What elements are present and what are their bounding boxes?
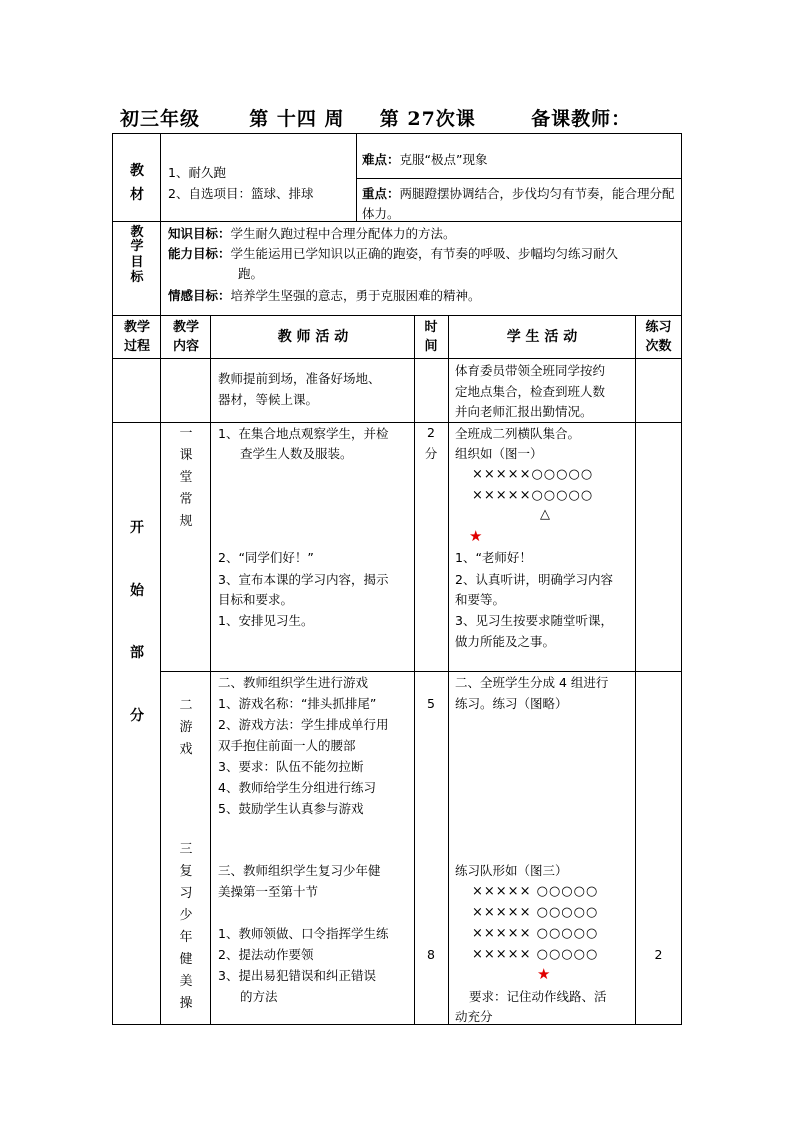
goals-label-4: 标: [130, 270, 144, 285]
routine-teacher-3b: 目标和要求。: [218, 592, 294, 607]
review-student-3: 动充分: [455, 1009, 493, 1024]
formation-row-2: ×××××○○○○○: [472, 488, 594, 503]
formation-row-1: ×××××○○○○○: [472, 467, 594, 482]
key-point-text: 重点：两腿蹬摆协调结合，步伐均匀有节奏，能合理分配体力。: [362, 186, 675, 221]
review-count: 2: [654, 947, 663, 962]
star-icon: ★: [469, 527, 483, 545]
game-teacher-3a: 2、游戏方法：学生排成单行用: [218, 717, 389, 732]
goals-label-1: 教: [130, 225, 144, 240]
material-item-1: 1、耐久跑: [168, 165, 226, 180]
review-teacher-1b: 美操第一至第十节: [218, 884, 319, 899]
review-student-2: 要求：记住动作线路、活: [469, 989, 607, 1004]
prep-student-2: 定地点集合，检查到班人数: [455, 384, 606, 399]
review-formation-2: ××××× ○○○○○: [472, 905, 599, 920]
routine-teacher-4: 1、安排见习生。: [218, 613, 314, 628]
grade-label: 初三年级: [120, 108, 201, 130]
goals-label-3: 目: [130, 255, 144, 270]
review-time: 8: [427, 947, 435, 962]
prep-teacher-2: 器材，等候上课。: [218, 392, 319, 407]
emotion-goal: 情感目标：培养学生坚强的意志，勇于克服困难的精神。: [168, 288, 481, 303]
routine-teacher-1b: 查学生人数及服装。: [240, 446, 353, 461]
col-teacher-activity: 教 师 活 动: [277, 329, 349, 345]
routine-label: 一 课 堂 常 规: [179, 426, 193, 529]
game-label: 二 游 戏: [179, 698, 193, 757]
col-content: 教学 内容: [172, 320, 199, 354]
material-label-2: 材: [130, 187, 144, 203]
routine-teacher-1a: 1、在集合地点观察学生，并检: [218, 426, 389, 441]
page-title: [120, 104, 631, 131]
review-teacher-4a: 3、提出易犯错误和纠正错误: [218, 968, 376, 983]
game-teacher-2: 1、游戏名称：“排头抓排尾”: [218, 696, 377, 711]
routine-time-1: 2: [427, 425, 435, 440]
prep-student-1: 体育委员带领全班同学按约: [455, 363, 606, 378]
section-start-3: 部: [130, 645, 144, 661]
game-teacher-5: 4、教师给学生分组进行练习: [218, 780, 376, 795]
routine-teacher-2: 2、“同学们好！”: [218, 550, 314, 565]
col-time: 时 间: [424, 320, 438, 354]
game-teacher-4: 3、要求：队伍不能勿拉断: [218, 759, 364, 774]
routine-student-5: 和要等。: [455, 592, 506, 607]
section-start-1: 开: [130, 520, 144, 536]
routine-student-7: 做力所能及之事。: [455, 634, 556, 649]
routine-student-3: 1、“老师好！: [455, 550, 532, 565]
routine-student-6: 3、见习生按要求随堂听课，: [455, 613, 613, 628]
game-time: 5: [427, 696, 435, 711]
routine-student-4: 2、认真听讲，明确学习内容: [455, 572, 613, 587]
routine-teacher-3a: 3、宣布本课的学习内容，揭示: [218, 572, 389, 587]
section-start-4: 分: [130, 708, 144, 724]
review-teacher-1a: 三、教师组织学生复习少年健: [218, 863, 381, 878]
difficulty-text: 难点：克服“极点”现象: [362, 152, 488, 167]
game-teacher-1: 二、教师组织学生进行游戏: [218, 675, 369, 690]
prep-student-3: 并向老师汇报出勤情况。: [455, 404, 593, 419]
review-label: 三 复 习 少 年 健 美 操: [179, 842, 193, 1011]
game-teacher-3b: 双手抱住前面一人的腰部: [218, 738, 356, 753]
routine-student-2: 组织如（图一）: [455, 446, 543, 461]
col-process: 教学 过程: [123, 320, 150, 354]
game-teacher-6: 5、鼓励学生认真参与游戏: [218, 801, 364, 816]
review-teacher-4b: 的方法: [240, 989, 278, 1004]
knowledge-goal: 知识目标：学生耐久跑过程中合理分配体力的方法。: [168, 226, 456, 241]
game-student-1: 二、全班学生分成 4 组进行: [455, 675, 609, 690]
prep-teacher-1: 教师提前到场，准备好场地、: [218, 371, 381, 386]
col-count: 练习 次数: [645, 320, 672, 354]
review-formation-1: ××××× ○○○○○: [472, 884, 599, 899]
lesson-label: 第 27次课: [379, 108, 476, 130]
teacher-label: 备课教师：: [531, 108, 632, 130]
review-formation-4: ××××× ○○○○○: [472, 947, 599, 962]
review-formation-3: ××××× ○○○○○: [472, 926, 599, 941]
review-student-1: 练习队形如（图三）: [455, 863, 568, 878]
goals-label-2: 学: [130, 239, 144, 254]
review-teacher-2: 1、教师领做、口令指挥学生练: [218, 926, 389, 941]
col-student-activity: 学 生 活 动: [506, 329, 578, 345]
game-student-2: 练习。练习（图略）: [455, 696, 568, 711]
ability-goal-cont: 跑。: [238, 266, 264, 281]
ability-goal: 能力目标：学生能运用已学知识以正确的跑姿，有节奏的呼吸、步幅均匀练习耐久: [168, 246, 619, 261]
review-teacher-3: 2、提法动作要领: [218, 947, 314, 962]
star-icon: ★: [537, 965, 551, 983]
material-label-1: 教: [130, 163, 144, 179]
teacher-position-triangle: △: [540, 507, 550, 522]
routine-student-1: 全班成二列横队集合。: [455, 426, 581, 441]
week-label: 第 十四 周: [249, 108, 345, 130]
section-start-2: 始: [130, 583, 144, 599]
material-item-2: 2、自选项目：篮球、排球: [168, 186, 314, 201]
routine-time-2: 分: [424, 446, 438, 461]
